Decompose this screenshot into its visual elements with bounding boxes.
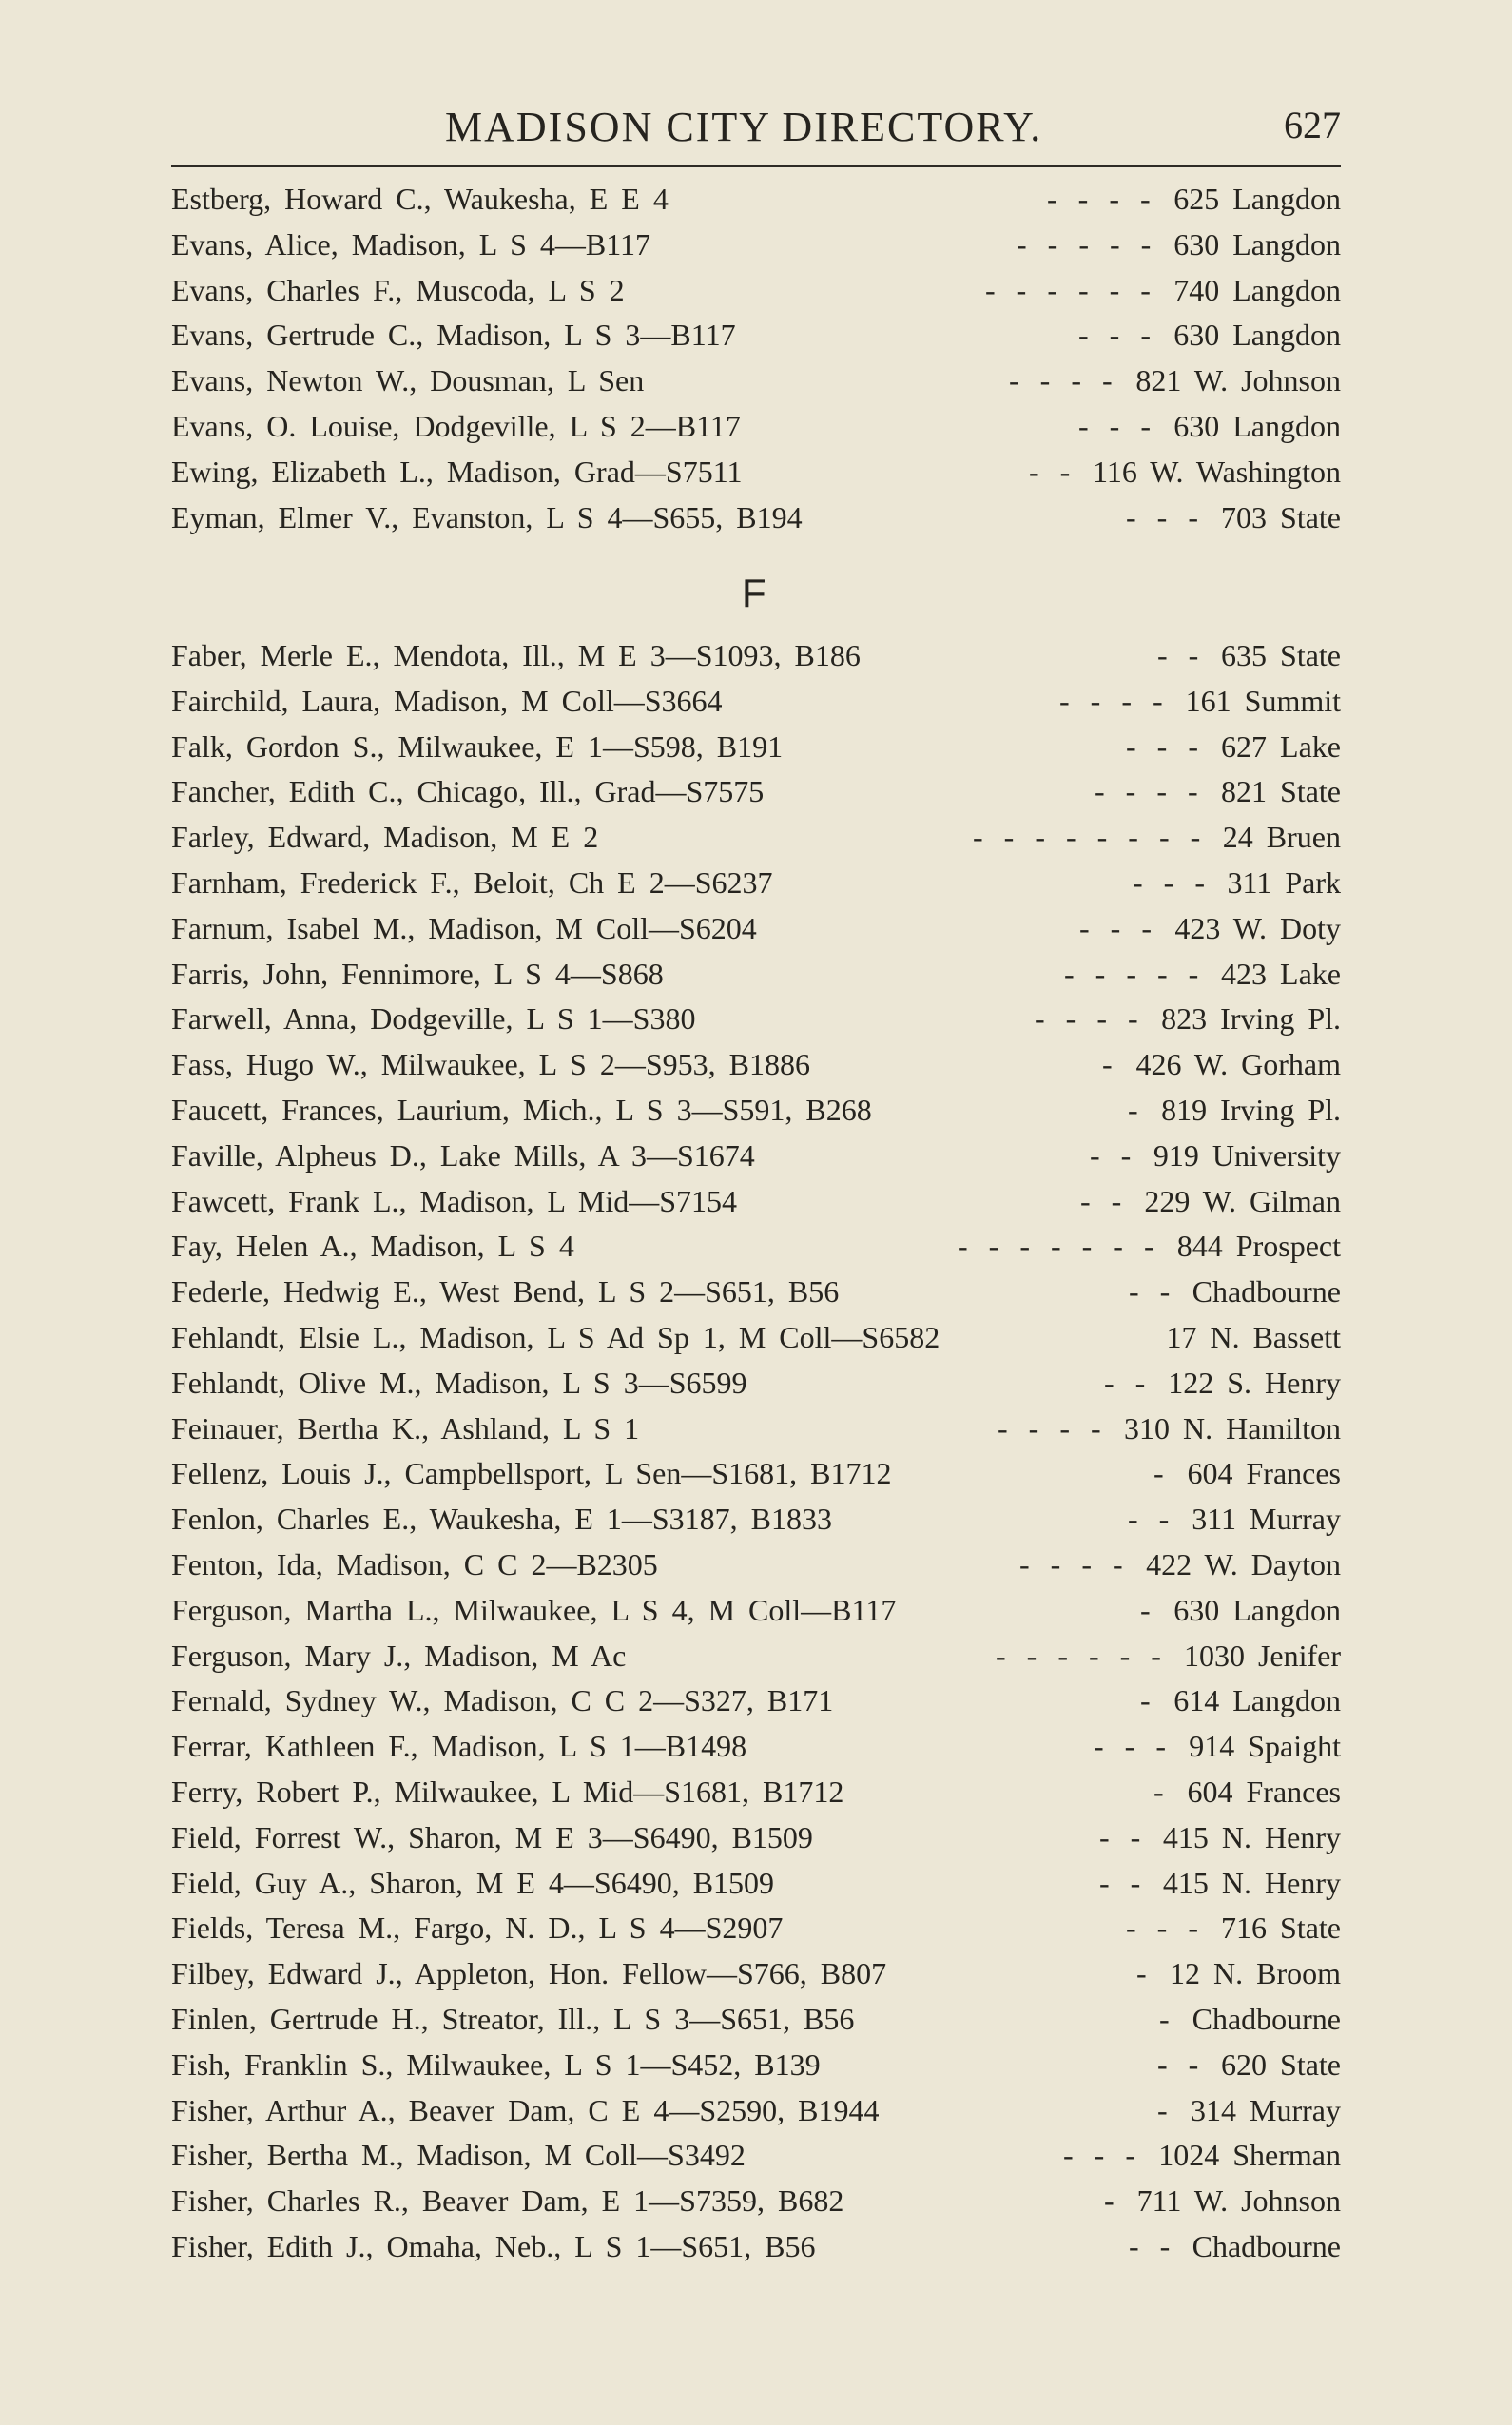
entry-address: Chadbourne — [1192, 2228, 1341, 2263]
entry-address: 711 W. Johnson — [1136, 2183, 1341, 2219]
directory-entry — [171, 359, 1341, 404]
entry-address: 844 Prospect — [1176, 1229, 1341, 1264]
directory-entry — [171, 2088, 1341, 2134]
entry-name: Fass, Hugo W., Milwaukee, L S 2—S953, B1886 — [171, 1047, 810, 1082]
entry-name: Federle, Hedwig E., West Bend, L S 2—S651, B56 — [171, 1274, 840, 1310]
entry-name: Fields, Teresa M., Fargo, N. D., L S 4—S2907 — [171, 1911, 784, 1946]
entry-address: 116 W. Washington — [1093, 454, 1341, 489]
entry-name: Faville, Alpheus D., Lake Mills, A 3—S1674 — [171, 1137, 755, 1173]
directory-entry — [171, 1315, 1341, 1361]
entry-address: 161 Summit — [1185, 683, 1341, 718]
page-header — [171, 103, 1341, 160]
entry-leader: - - - — [1078, 408, 1151, 443]
entry-address: 415 N. Henry — [1162, 1865, 1341, 1900]
directory-entry — [171, 769, 1341, 815]
directory-entry — [171, 725, 1341, 770]
entry-name: Ferguson, Martha L., Milwaukee, L S 4, M Coll—B117 — [171, 1592, 897, 1627]
entry-leader: - — [1104, 2183, 1115, 2219]
directory-entry — [171, 2133, 1341, 2179]
entry-address: 122 S. Henry — [1168, 1365, 1341, 1400]
entry-leader: - — [1102, 1047, 1113, 1082]
entry-leader: - — [1157, 2092, 1168, 2127]
entry-address: 422 W. Dayton — [1146, 1546, 1341, 1581]
entry-address: 614 Langdon — [1173, 1683, 1341, 1718]
entry-name: Fenlon, Charles E., Waukesha, E 1—S3187, B1833 — [171, 1502, 832, 1537]
entry-name: Farnham, Frederick F., Beloit, Ch E 2—S6237 — [171, 864, 773, 900]
directory-entry — [171, 861, 1341, 906]
directory-entry — [171, 1134, 1341, 1179]
page-number: 627 — [1284, 104, 1341, 146]
directory-entry — [171, 633, 1341, 679]
entry-leader: - — [1140, 1592, 1151, 1627]
directory-entry — [171, 223, 1341, 268]
entry-name: Feinauer, Bertha K., Ashland, L S 1 — [171, 1410, 640, 1445]
entry-name: Faber, Merle E., Mendota, Ill., M E 3—S1093, B186 — [171, 638, 861, 672]
entry-address: 740 Langdon — [1173, 272, 1341, 307]
entry-leader: - - — [1128, 1502, 1170, 1537]
entry-leader: - - - — [1079, 910, 1152, 945]
entry-leader: - - - - — [1047, 182, 1151, 216]
entry-name: Fehlandt, Olive M., Madison, L S 3—S6599 — [171, 1365, 747, 1400]
entry-name: Fancher, Edith C., Chicago, Ill., Grad—S7575 — [171, 774, 765, 809]
entry-address: 311 Park — [1227, 864, 1341, 900]
entry-address: 919 University — [1153, 1137, 1341, 1173]
entry-address: 627 Lake — [1221, 728, 1341, 764]
directory-entry — [171, 2043, 1341, 2088]
entry-address: 821 State — [1221, 774, 1341, 809]
directory-entry — [171, 2224, 1341, 2270]
entry-address: 716 State — [1221, 1911, 1341, 1946]
entry-leader: - - - - - - - — [958, 1229, 1154, 1264]
entry-address: 423 W. Doty — [1174, 910, 1341, 945]
page-title: MADISON CITY DIRECTORY. — [445, 104, 1043, 150]
entry-name: Fenton, Ida, Madison, C C 2—B2305 — [171, 1546, 658, 1581]
entry-name: Fisher, Edith J., Omaha, Neb., L S 1—S651, B56 — [171, 2228, 816, 2263]
entry-address: 314 Murray — [1191, 2092, 1341, 2127]
entry-address: 1030 Jenifer — [1183, 1638, 1341, 1673]
entry-leader: - - - — [1133, 864, 1205, 900]
entry-address: 630 Langdon — [1173, 408, 1341, 443]
entry-address: 630 Langdon — [1173, 318, 1341, 353]
directory-entry — [171, 1451, 1341, 1497]
entry-name: Farley, Edward, Madison, M E 2 — [171, 820, 599, 855]
entry-name: Farris, John, Fennimore, L S 4—S868 — [171, 956, 664, 991]
entry-address: 24 Bruen — [1222, 820, 1341, 855]
entry-leader: - - - — [1126, 1911, 1198, 1946]
entry-name: Falk, Gordon S., Milwaukee, E 1—S598, B191 — [171, 728, 784, 764]
entry-leader: - - — [1029, 454, 1071, 489]
entry-name: Fisher, Bertha M., Madison, M Coll—S3492 — [171, 2138, 746, 2173]
entry-name: Ewing, Elizabeth L., Madison, Grad—S7511 — [171, 454, 743, 489]
entry-address: 423 Lake — [1221, 956, 1341, 991]
directory-entry — [171, 679, 1341, 725]
entry-name: Fernald, Sydney W., Madison, C C 2—S327, B171 — [171, 1683, 834, 1718]
directory-entry — [171, 1724, 1341, 1770]
entry-address: 914 Spaight — [1189, 1729, 1341, 1764]
entry-address: 625 Langdon — [1173, 182, 1341, 216]
directory-entry — [171, 1270, 1341, 1315]
directory-entry — [171, 1088, 1341, 1134]
entry-address: 426 W. Gorham — [1135, 1047, 1341, 1082]
entry-leader: - — [1153, 1456, 1164, 1491]
entry-address: 819 Irving Pl. — [1161, 1092, 1341, 1127]
entry-leader: - - - — [1126, 499, 1198, 534]
directory-entry — [171, 1634, 1341, 1679]
directory-entry — [171, 997, 1341, 1042]
entry-leader: - - - - — [1019, 1546, 1123, 1581]
entry-leader: - — [1136, 1956, 1147, 1991]
entry-name: Farnum, Isabel M., Madison, M Coll—S6204 — [171, 910, 757, 945]
entry-name: Fay, Helen A., Madison, L S 4 — [171, 1229, 574, 1264]
directory-entry — [171, 1906, 1341, 1951]
directory-entry — [171, 1361, 1341, 1406]
entry-leader: - — [1140, 1683, 1151, 1718]
entries-section-e — [171, 177, 1341, 540]
entry-name: Fisher, Arthur A., Beaver Dam, C E 4—S2590, B1944 — [171, 2092, 880, 2127]
entry-leader: - - — [1099, 1865, 1141, 1900]
entry-address: Chadbourne — [1192, 2001, 1341, 2036]
entry-address: 630 Langdon — [1173, 226, 1341, 262]
directory-entry — [171, 313, 1341, 359]
directory-entry — [171, 1224, 1341, 1270]
entry-leader: - - - - - — [1017, 226, 1152, 262]
entry-address: 415 N. Henry — [1162, 1819, 1341, 1854]
directory-entry — [171, 1815, 1341, 1861]
entry-name: Field, Forrest W., Sharon, M E 3—S6490, B1509 — [171, 1819, 813, 1854]
directory-entry — [171, 450, 1341, 495]
entry-leader: - - — [1080, 1183, 1122, 1218]
directory-entry — [171, 495, 1341, 541]
entry-leader: - - — [1129, 1274, 1171, 1310]
entry-address: 229 W. Gilman — [1144, 1183, 1341, 1218]
directory-entry — [171, 1588, 1341, 1634]
entry-leader: - - - - — [1035, 1001, 1138, 1037]
directory-entry — [171, 1861, 1341, 1907]
directory-entry — [171, 906, 1341, 952]
entry-name: Faucett, Frances, Laurium, Mich., L S 3—S591, B268 — [171, 1092, 872, 1127]
entry-address: 635 State — [1221, 638, 1341, 672]
directory-entry — [171, 1406, 1341, 1452]
directory-entry — [171, 2179, 1341, 2224]
entries-section-f — [171, 633, 1341, 2270]
entry-address: 604 Frances — [1187, 1774, 1341, 1809]
entry-name: Evans, O. Louise, Dodgeville, L S 2—B117 — [171, 408, 741, 443]
entry-address: 17 N. Bassett — [1166, 1319, 1341, 1354]
entry-leader: - - - — [1094, 1729, 1166, 1764]
entry-address: 630 Langdon — [1173, 1592, 1341, 1627]
entry-leader: - - — [1157, 2047, 1199, 2082]
entry-leader: - - - - - - - - — [973, 820, 1201, 855]
section-letter-f: F — [742, 571, 766, 615]
entry-name: Estberg, Howard C., Waukesha, E E 4 — [171, 182, 669, 216]
entry-leader: - - - - — [1009, 363, 1113, 398]
entry-leader: - - — [1099, 1819, 1141, 1854]
entry-leader: - — [1128, 1092, 1138, 1127]
entry-leader: - - — [1090, 1137, 1132, 1173]
entry-leader: - - — [1157, 638, 1199, 672]
entry-leader: - - — [1104, 1365, 1146, 1400]
directory-entry — [171, 1770, 1341, 1815]
entry-address: 821 W. Johnson — [1135, 363, 1341, 398]
entry-name: Fawcett, Frank L., Madison, L Mid—S7154 — [171, 1183, 737, 1218]
directory-entry — [171, 1542, 1341, 1588]
directory-entry — [171, 404, 1341, 450]
directory-entry — [171, 1042, 1341, 1088]
entry-leader: - — [1153, 1774, 1164, 1809]
entry-address: 604 Frances — [1187, 1456, 1341, 1491]
entry-address: 311 Murray — [1192, 1502, 1341, 1537]
entry-address: Chadbourne — [1192, 1274, 1341, 1310]
entry-leader: - - - - — [1095, 774, 1198, 809]
entry-name: Ferguson, Mary J., Madison, M Ac — [171, 1638, 627, 1673]
entry-leader: - - - - — [998, 1410, 1101, 1445]
header-rule — [171, 165, 1341, 167]
entry-name: Finlen, Gertrude H., Streator, Ill., L S 3—S651, B56 — [171, 2001, 855, 2036]
directory-entry — [171, 952, 1341, 998]
entry-address: 1024 Sherman — [1158, 2138, 1341, 2173]
entry-leader: - - - - — [1059, 683, 1163, 718]
entry-name: Fisher, Charles R., Beaver Dam, E 1—S7359, B682 — [171, 2183, 844, 2219]
entry-leader: - - — [1129, 2228, 1171, 2263]
entry-leader: - - - - - — [1064, 956, 1199, 991]
entry-address: 823 Irving Pl. — [1161, 1001, 1341, 1037]
entry-leader: - — [1159, 2001, 1170, 2036]
directory-entry — [171, 1497, 1341, 1542]
directory-entry — [171, 177, 1341, 223]
directory-entry — [171, 1997, 1341, 2043]
entry-name: Fairchild, Laura, Madison, M Coll—S3664 — [171, 683, 723, 718]
directory-entry — [171, 815, 1341, 861]
entry-leader: - - - — [1126, 728, 1198, 764]
entry-name: Field, Guy A., Sharon, M E 4—S6490, B1509 — [171, 1865, 775, 1900]
entry-name: Evans, Charles F., Muscoda, L S 2 — [171, 272, 625, 307]
entry-leader: - - - — [1078, 318, 1151, 353]
directory-entry — [171, 268, 1341, 314]
entry-address: 12 N. Broom — [1170, 1956, 1341, 1991]
entry-name: Ferrar, Kathleen F., Madison, L S 1—B1498 — [171, 1729, 747, 1764]
entry-name: Farwell, Anna, Dodgeville, L S 1—S380 — [171, 1001, 696, 1037]
directory-entry — [171, 1678, 1341, 1724]
entry-name: Fehlandt, Elsie L., Madison, L S Ad Sp 1, M Coll—S6582 — [171, 1319, 940, 1354]
entry-address: 703 State — [1221, 499, 1341, 534]
entry-name: Evans, Gertrude C., Madison, L S 3—B117 — [171, 318, 736, 353]
entry-name: Ferry, Robert P., Milwaukee, L Mid—S1681, B1712 — [171, 1774, 844, 1809]
entry-name: Eyman, Elmer V., Evanston, L S 4—S655, B194 — [171, 499, 803, 534]
entry-name: Fellenz, Louis J., Campbellsport, L Sen—S1681, B1712 — [171, 1456, 892, 1491]
entry-name: Evans, Alice, Madison, L S 4—B117 — [171, 226, 651, 262]
entry-leader: - - - — [1063, 2138, 1135, 2173]
entry-leader: - - - - - - — [996, 1638, 1161, 1673]
entry-name: Filbey, Edward J., Appleton, Hon. Fellow—S766, B807 — [171, 1956, 887, 1991]
directory-entry — [171, 1951, 1341, 1997]
entry-name: Fish, Franklin S., Milwaukee, L S 1—S452, B139 — [171, 2047, 821, 2082]
entry-address: 310 N. Hamilton — [1124, 1410, 1341, 1445]
entry-address: 620 State — [1221, 2047, 1341, 2082]
entry-name: Evans, Newton W., Dousman, L Sen — [171, 363, 645, 398]
directory-entry — [171, 1179, 1341, 1225]
entry-leader: - - - - - - — [985, 272, 1151, 307]
